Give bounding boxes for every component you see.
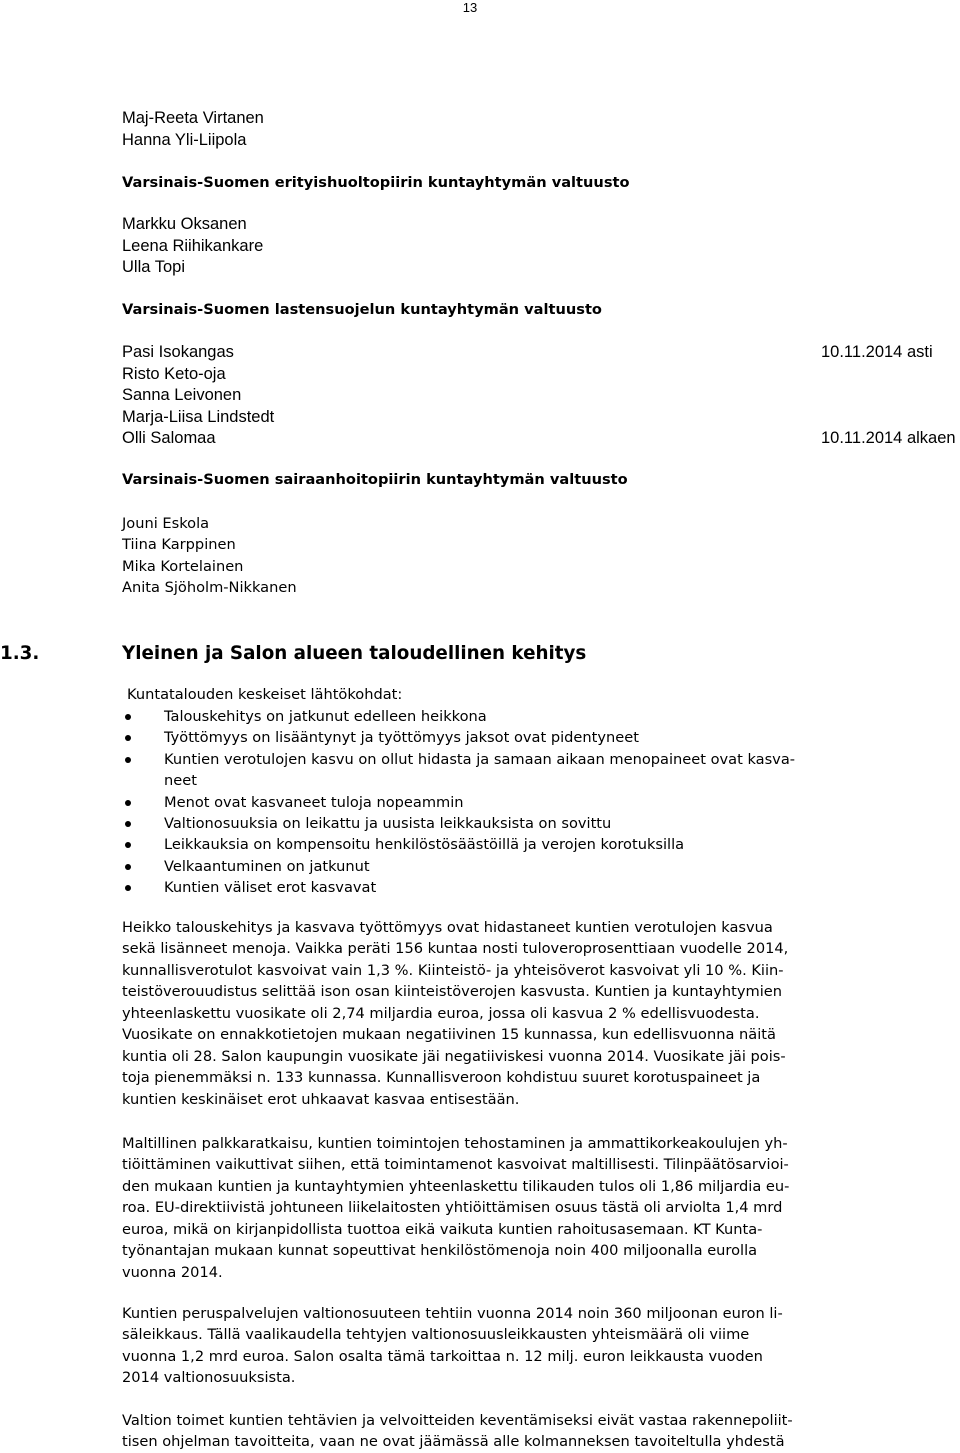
member-date-until: 10.11.2014 asti (821, 343, 933, 361)
bullet-item (125, 834, 937, 855)
body-paragraph: Valtion toimet kuntien tehtävien ja velvoitteiden keventämiseksi eivät vastaa rakennepoliit- tisen ohjelman tavoitteita, vaan ne ovat jäämässä alle kolmanneksen tavoiteltulla yhdestä (122, 1412, 793, 1451)
member-name: Ulla Topi (122, 258, 185, 276)
bullet-icon (125, 735, 131, 741)
member-name: Tiina Karppinen (122, 536, 236, 554)
member-name: Mika Kortelainen (122, 557, 244, 575)
bullet-text: Työttömyys on lisääntynyt ja työttömyys jaksot ovat pidentyneet (164, 729, 639, 747)
bullet-icon (125, 800, 131, 806)
body-paragraph: Kuntien peruspalvelujen valtionosuuteen tehtiin vuonna 2014 noin 360 miljoonan euron li- säleikkaus. Tällä vaalikaudella tehtyjen valtionosuusleikkausten yhteismäärä oli viime vuonna 1,2 mrd euroa. Salon osalta tämä tarkoittaa n. 12 milj. euron leikkausta vuoden 2014 valtionosuuksista. (122, 1305, 783, 1387)
bullet-text: Kuntien verotulojen kasvu on ollut hidasta ja samaan aikaan menopaineet ovat kasva- neet (164, 750, 796, 790)
bullet-text: Leikkauksia on kompensoitu henkilöstösäästöillä ja verojen korotuksilla (164, 836, 685, 854)
member-name: Anita Sjöholm-Nikkanen (122, 579, 297, 597)
member-name: Marja-Liisa Lindstedt (122, 407, 275, 426)
bullet-item (125, 877, 937, 898)
bullet-icon (125, 842, 131, 848)
section-number: 1.3. (0, 643, 40, 664)
bullet-icon (125, 885, 131, 891)
member-name: Pasi Isokangas (122, 343, 234, 361)
member-name: Hanna Yli-Liipola (122, 130, 247, 149)
body-paragraph: Maltillinen palkkaratkaisu, kuntien toimintojen tehostaminen ja ammattikorkeakoulujen yh- tiöittäminen vaikuttivat siihen, että toimintamenot kasvoivat maltillisesti. Tilinpäätösarvioi- den mukaan kuntien ja kuntayhtymien yhteenlaskettu tilikauden tulos oli 1,86 miljardia eu- roa. EU-direktiivistä johtuneen liikelaitosten yhtiöittämisen osuus tästä oli arviolta 1,4 mrd euroa, mikä on kirjanpidollista tuottoa eikä vaikuta kuntien rahoitusasemaan. KT Kunta- työnantajan mukaan kunnat sopeuttivat henkilöstömenoja noin 400 miljoonalla eurolla vuonna 2014. (122, 1135, 790, 1281)
bullet-item (125, 727, 937, 748)
page-number: 13 (462, 0, 478, 15)
bullet-item (125, 813, 937, 834)
bullet-item (125, 749, 937, 792)
bullet-icon (125, 821, 131, 827)
bullet-text: Velkaantuminen on jatkunut (164, 857, 370, 875)
member-name: Markku Oksanen (122, 215, 247, 233)
bullet-icon (125, 714, 131, 720)
bullet-list (125, 706, 937, 899)
bullet-icon (125, 757, 131, 763)
bullet-text: Talouskehitys on jatkunut edelleen heikkona (164, 708, 487, 725)
member-date-from: 10.11.2014 alkaen (821, 429, 956, 447)
member-list-continued (122, 108, 264, 151)
bullet-text: Valtionosuuksia on leikattu ja uusista leikkauksista on sovittu (164, 815, 612, 833)
section-title: Yleinen ja Salon alueen taloudellinen kehitys (122, 643, 587, 664)
member-name: Olli Salomaa (122, 429, 216, 447)
body-paragraph: Heikko talouskehitys ja kasvava työttömyys ovat hidastaneet kuntien verotulojen kasvua sekä lisänneet menoja. Vaikka peräti 156 kuntaa nosti tuloveroprosenttiaan vuodelle 2014, kunnallisverotulot kasvoivat vain 1,3 %. Kiinteistö- ja yhteisöverot kasvoivat yli 10 %. Kiin- teistöverouudistus selittää ison osan kiinteistöverojen kasvusta. Kuntien ja kuntayhtymien yhteenlaskettu vuosikate oli 2,74 miljardia euroa, jossa oli kasvua 2 % edellisvuodesta. Vuosikate on ennakkotietojen mukaan negatiivinen 15 kunnassa, kun edellisvuonna näitä kuntia oli 28. Salon kaupungin vuosikate jäi negatiiviskesi vuonna 2014. Vuosikate jäi pois- toja pienemmäksi n. 133 kunnassa. Kunnallisveroon kohdistuu suuret korotuspaineet ja kuntien keskinäiset erot uhkaavat kasvaa entisestään. (122, 919, 789, 1108)
member-name: Jouni Eskola (122, 515, 210, 532)
member-list (122, 214, 263, 279)
member-name: Sanna Leivonen (122, 386, 242, 404)
bullet-item (125, 856, 937, 877)
bullet-icon (125, 864, 131, 870)
member-name: Leena Riihikankare (122, 236, 264, 255)
bullet-item (125, 792, 937, 813)
member-name: Maj-Reeta Virtanen (122, 109, 264, 127)
section-intro: Kuntatalouden keskeiset lähtökohdat: (127, 686, 403, 703)
member-list (122, 342, 274, 450)
committee-heading: Varsinais-Suomen erityishuoltopiirin kuntayhtymän valtuusto (122, 174, 630, 191)
bullet-text: Menot ovat kasvaneet tuloja nopeammin (164, 793, 464, 811)
bullet-text: Kuntien väliset erot kasvavat (164, 879, 377, 897)
member-list (122, 513, 297, 599)
committee-heading: Varsinais-Suomen sairaanhoitopiirin kuntayhtymän valtuusto (122, 471, 628, 488)
member-name: Risto Keto-oja (122, 364, 226, 383)
committee-heading: Varsinais-Suomen lastensuojelun kuntayhtymän valtuusto (122, 301, 602, 318)
bullet-item (125, 706, 937, 727)
